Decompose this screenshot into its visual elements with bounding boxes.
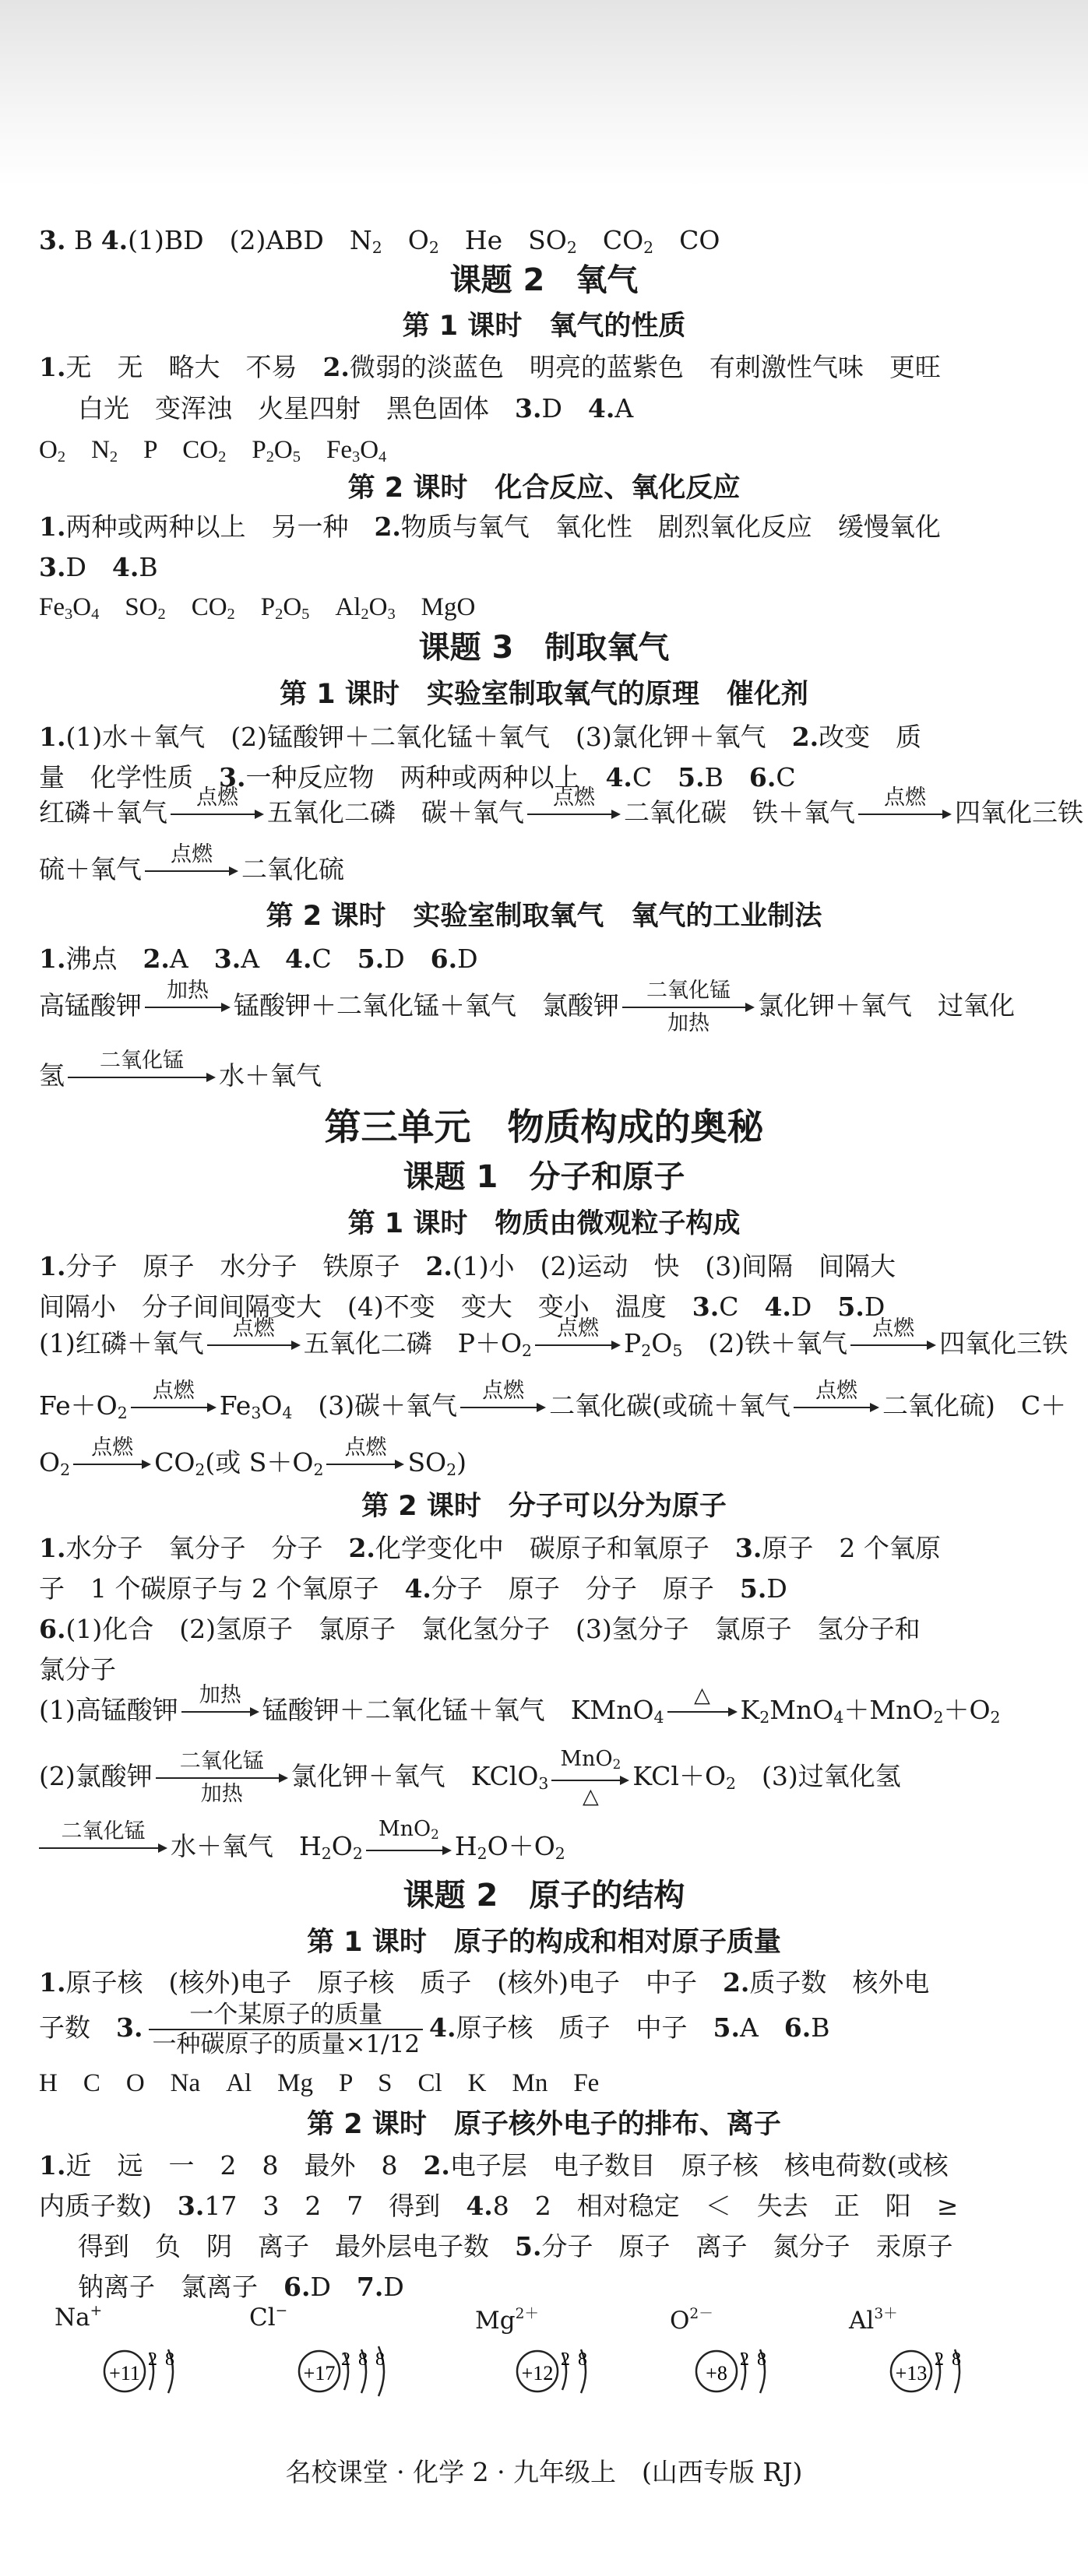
nucleus-charge: +8: [706, 2362, 727, 2384]
electron-count: 2: [148, 2349, 157, 2370]
relative-atomic-mass-fraction: $\frac{\text{一个某原子的质量}}{\text{一种碳原子的质量×1/12}}$: [149, 2001, 423, 2058]
lesson-heading: 第 1 课时 氧气的性质: [402, 311, 686, 342]
electron-count: 2: [341, 2349, 350, 2370]
formula-line: $Fe_3O_4$ $SO_2$ $CO_2$ $P_2O_5$ $Al_2O_3$ MgO: [39, 593, 476, 624]
answer-line: 3. B 4.(1)BD (2)ABD $N_2$ $O_2$ He $SO_2$ $CO_2$ CO: [39, 225, 720, 258]
lesson-heading: 第 2 课时 实验室制取氧气 氧气的工业制法: [266, 901, 822, 932]
answer-line: 6.(1)化合 (2)氢原子 氯原子 氯化氢分子 (3)氢分子 氯原子 氢分子和: [39, 1614, 921, 1644]
lesson-heading: 第 1 课时 原子的构成和相对原子质量: [307, 1927, 781, 1958]
topic-heading: 课题 3 制取氧气: [418, 630, 670, 666]
ion-label: $Mg^{2+}$: [475, 2306, 540, 2335]
electron-count: 8: [578, 2349, 587, 2370]
equation-line: $O_2$ 点燃 $CO_2$(或 $S+O_2$ 点燃 $SO_2$): [39, 1436, 467, 1480]
answer-line: 得到 负 阴 离子 最外层电子数 5.分子 原子 离子 氮分子 汞原子: [78, 2231, 953, 2261]
ion-label: Cl−: [249, 2303, 288, 2332]
electron-count: 2: [740, 2349, 749, 2370]
answer-line: 量 化学性质 3.一种反应物 两种或两种以上 4.C 5.B 6.C: [39, 762, 796, 792]
electron-count: 8: [358, 2349, 368, 2370]
equation-line: (1)高锰酸钾 加热 锰酸钾＋二氧化锰＋氧气 KMnO$_4$ △ $K_2MnO_4+MnO_2+O_2$: [39, 1683, 1001, 1727]
equation-line: (2)氯酸钾 二氧化锰 加热 氯化钾＋氧气 KClO$_3$ MnO$_2$ △ $KCl+O_2$ (3)过氧化氢: [39, 1747, 901, 1809]
answer-line: 1.水分子 氧分子 分子 2.化学变化中 碳原子和氧原子 3.原子 2 个氧原: [39, 1533, 941, 1563]
element-symbols: H C O Na Al Mg P S Cl K Mn Fe: [39, 2069, 600, 2097]
ion-label: $O^{2-}$: [670, 2306, 713, 2335]
topic-heading: 课题 1 分子和原子: [403, 1159, 685, 1195]
answer-line: 氯分子: [39, 1654, 116, 1685]
lesson-heading: 第 1 课时 物质由微观粒子构成: [347, 1208, 741, 1239]
page-footer: 名校课堂 · 化学 2 · 九年级上 (山西专版 RJ): [285, 2457, 803, 2487]
answer-line: 1.(1)水＋氧气 (2)锰酸钾＋二氧化锰＋氧气 (3)氯化钾＋氧气 2.改变 质: [39, 722, 922, 752]
nucleus-charge: +13: [895, 2362, 928, 2384]
topic-heading: 课题 2 氧气: [449, 262, 639, 298]
equation-line: 红磷＋氧气 点燃 五氧化二磷 碳＋氧气 点燃 二氧化碳 铁＋氧气 点燃 四氧化三铁: [39, 785, 1083, 828]
ion-label: $Al^{3+}$: [849, 2306, 898, 2335]
lesson-heading: 第 1 课时 实验室制取氧气的原理 催化剂: [280, 679, 808, 710]
ion-label: Na+: [55, 2303, 103, 2332]
formula-line: $O_2$ $N_2$ P $CO_2$ $P_2O_5$ $Fe_3O_4$: [39, 436, 387, 466]
scan-shade: [0, 0, 1088, 187]
answer-line: 1.无 无 略大 不易 2.微弱的淡蓝色 明亮的蓝紫色 有刺激性气味 更旺: [39, 352, 941, 382]
equation-line: $Fe+O_2$ 点燃 $Fe_3O_4$ (3)碳＋氧气 点燃 二氧化碳(或硫＋氧气 点燃 二氧化硫) C＋: [39, 1379, 1067, 1423]
electron-count: 2: [561, 2349, 570, 2370]
answer-line: 钠离子 氯离子 6.D 7.D: [78, 2272, 404, 2302]
ion-diagram-mg: [459, 2303, 615, 2420]
nucleus-charge: +12: [521, 2362, 554, 2384]
equation-line: 二氧化锰 水＋氧气 $H_2O_2$ MnO$_2$ $H_2O+O_2$: [39, 1818, 565, 1878]
electron-count: 2: [935, 2349, 944, 2370]
answer-line: 间隔小 分子间间隔变大 (4)不变 变大 变小 温度 3.C 4.D 5.D: [39, 1292, 886, 1322]
ion-diagram-na: [47, 2303, 202, 2420]
ion-diagram-o: [639, 2303, 794, 2420]
answer-line: 白光 变浑浊 火星四射 黑色固体 3.D 4.A: [78, 393, 634, 423]
ion-diagram-cl: [241, 2303, 397, 2420]
unit-heading: 第三单元 物质构成的奥秘: [324, 1106, 764, 1149]
nucleus-charge: +17: [303, 2362, 336, 2384]
electron-count: 8: [757, 2349, 766, 2370]
lesson-heading: 第 2 课时 原子核外电子的排布、离子: [307, 2109, 781, 2140]
answer-line: 1.原子核 (核外)电子 原子核 质子 (核外)电子 中子 2.质子数 核外电: [39, 1967, 930, 1998]
nucleus-charge: +11: [109, 2362, 140, 2384]
answer-line: 1.两种或两种以上 另一种 2.物质与氧气 氧化性 剧烈氧化反应 缓慢氧化: [39, 511, 941, 542]
answer-line: 3.D 4.B: [39, 552, 158, 582]
electron-count: 8: [375, 2349, 385, 2370]
equation-line: (1)红磷＋氧气 点燃 五氧化二磷 $P+O_2$ 点燃 $P_2O_5$ (2)铁＋氧气 点燃 四氧化三铁: [39, 1316, 1069, 1361]
ion-diagram-row: [47, 2303, 1028, 2420]
answer-line: 1.分子 原子 水分子 铁原子 2.(1)小 (2)运动 快 (3)间隔 间隔大: [39, 1251, 896, 1281]
equation-line: 氢 二氧化锰 水＋氧气: [39, 1049, 322, 1091]
equation-line: 高锰酸钾 加热 锰酸钾＋二氧化锰＋氧气 氯酸钾 二氧化锰 加热 氯化钾＋氧气 过氧化: [39, 979, 1015, 1035]
topic-heading: 课题 2 原子的结构: [403, 1878, 685, 1914]
equation-line: 硫＋氧气 点燃 二氧化硫: [39, 842, 344, 884]
answer-line: 内质子数) 3.17 3 2 7 得到 4.8 2 相对稳定 ＜ 失去 正 阳 ≥: [39, 2191, 959, 2221]
lesson-heading: 第 2 课时 化合反应、氧化反应: [347, 473, 741, 504]
lesson-heading: 第 2 课时 分子可以分为原子: [361, 1491, 727, 1522]
electron-count: 8: [952, 2349, 961, 2370]
answer-line: 1.近 远 一 2 8 最外 8 2.电子层 电子数目 原子核 核电荷数(或核: [39, 2150, 949, 2181]
answer-line: 子 1 个碳原子与 2 个氧原子 4.分子 原子 分子 原子 5.D: [39, 1573, 787, 1604]
answer-line: 1.沸点 2.A 3.A 4.C 5.D 6.D: [39, 944, 478, 974]
electron-count: 8: [165, 2349, 174, 2370]
answer-line: 子数 3. $\frac{\text{一个某原子的质量}}{\text{一种碳原子的质量×1/12}}$ 4.原子核 质子 中子 5.A 6.B: [39, 2001, 830, 2058]
ion-diagram-al: [833, 2303, 989, 2420]
